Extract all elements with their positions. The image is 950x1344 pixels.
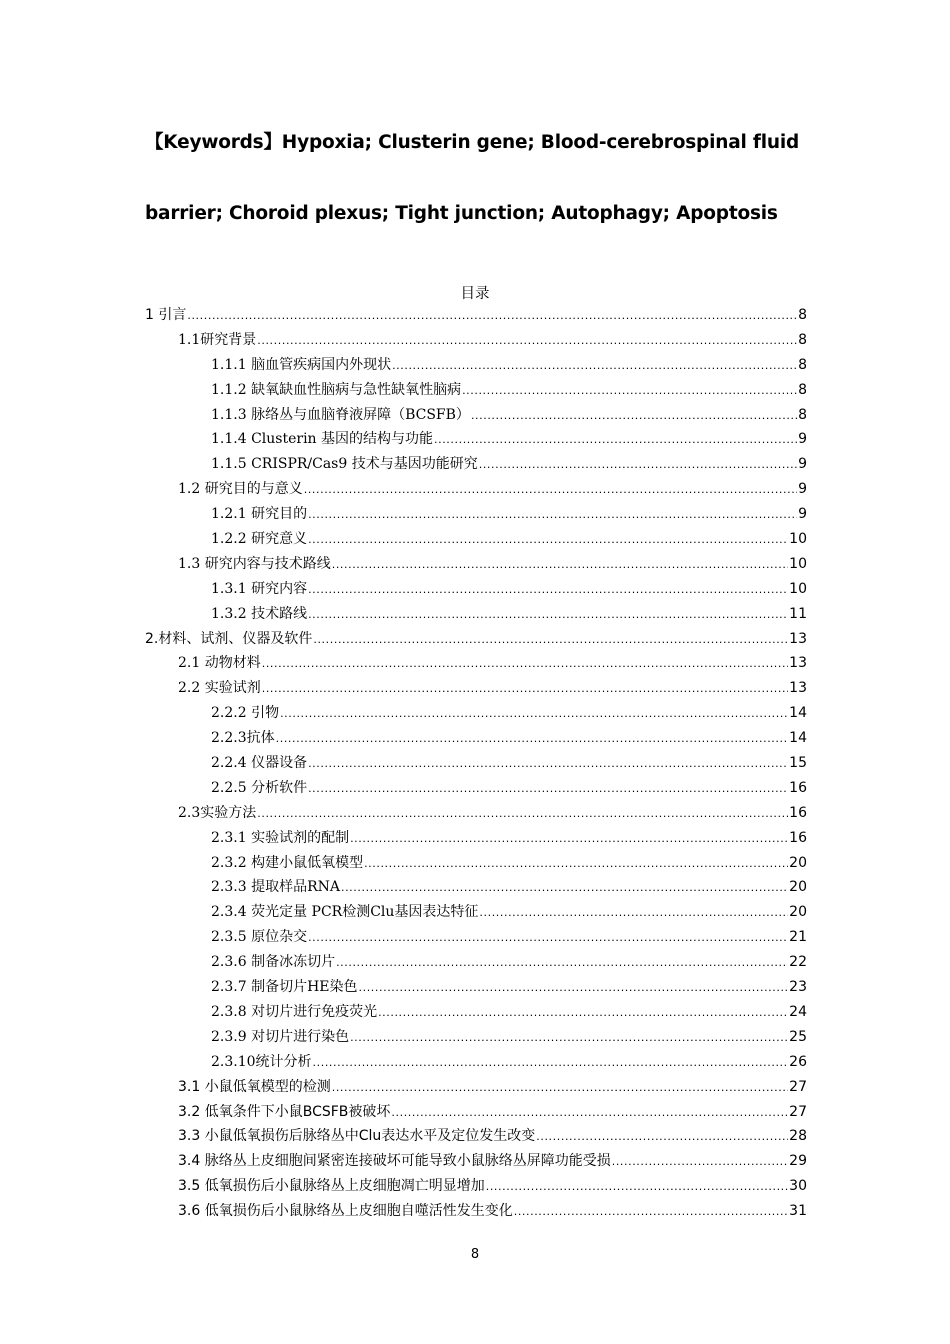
toc-entry[interactable]: 1.2.1 研究目的 ..... 9 [145, 502, 807, 527]
toc-entry[interactable]: 2.2.5 分析软件 ..... 16 [145, 776, 807, 801]
toc-entry[interactable]: 3.4 脉络丛上皮细胞间紧密连接破坏可能导致小鼠脉络丛屏障功能受损 ..... 29 [145, 1149, 807, 1174]
toc-entry[interactable]: 2.3实验方法 ..... 16 [145, 801, 807, 826]
toc-entry[interactable]: 2.3.10统计分析 ..... 26 [145, 1050, 807, 1075]
toc-entry[interactable]: 1.1.3 脉络丛与血脑脊液屏障（BCSFB） ..... 8 [145, 403, 807, 428]
toc-entry[interactable]: 2.3.2 构建小鼠低氧模型 ..... 20 [145, 851, 807, 876]
toc-entry[interactable]: 1.1.1 脑血管疾病国内外现状 ..... 8 [145, 353, 807, 378]
toc-entry[interactable]: 3.1 小鼠低氧模型的检测 ..... 27 [145, 1075, 807, 1100]
toc-entry[interactable]: 2.3.6 制备冰冻切片 ..... 22 [145, 950, 807, 975]
toc-entry[interactable]: 2.3.5 原位杂交 ..... 21 [145, 925, 807, 950]
toc-entry[interactable]: 2.2.4 仪器设备 ..... 15 [145, 751, 807, 776]
toc-entry[interactable]: 2.3.1 实验试剂的配制 ..... 16 [145, 826, 807, 851]
toc-entry[interactable]: 2.3.8 对切片进行免疫荧光 ..... 24 [145, 1000, 807, 1025]
toc-entry[interactable]: 1.1.4 Clusterin 基因的结构与功能 ..... 9 [145, 427, 807, 452]
toc-entry[interactable]: 2.2 实验试剂 ..... 13 [145, 676, 807, 701]
toc-entry[interactable]: 2.材料、试剂、仪器及软件 ..... 13 [145, 627, 807, 652]
keywords-line-2: barrier; Choroid plexus; Tight junction; Autophagy; Apoptosis [145, 203, 778, 224]
toc-entry[interactable]: 2.3.3 提取样品RNA ..... 20 [145, 875, 807, 900]
toc-entry[interactable]: 2.2.2 引物 ..... 14 [145, 701, 807, 726]
toc-entry[interactable]: 1.1研究背景 ..... 8 [145, 328, 807, 353]
keywords-line-1: 【Keywords】Hypoxia; Clusterin gene; Blood-cerebrospinal fluid [145, 132, 800, 153]
toc-title: 目录 [460, 286, 490, 302]
toc-entry[interactable]: 2.3.9 对切片进行染色 ..... 25 [145, 1025, 807, 1050]
toc-entry[interactable]: 1.1.5 CRISPR/Cas9 技术与基因功能研究 ..... 9 [145, 452, 807, 477]
toc-entry[interactable]: 3.2 低氧条件下小鼠BCSFB被破坏 ..... 27 [145, 1100, 807, 1125]
toc-entry[interactable]: 1.1.2 缺氧缺血性脑病与急性缺氧性脑病 ..... 8 [145, 378, 807, 403]
toc-entry[interactable]: 1.2 研究目的与意义 ..... 9 [145, 477, 807, 502]
toc-entry[interactable]: 1.3 研究内容与技术路线 ..... 10 [145, 552, 807, 577]
toc-entry[interactable]: 1 引言 ..... 8 [145, 303, 807, 328]
toc-entry[interactable]: 2.3.7 制备切片HE染色 ..... 23 [145, 975, 807, 1000]
page-number: 8 [470, 1247, 480, 1262]
table-of-contents [145, 303, 807, 1224]
toc-entry[interactable]: 3.6 低氧损伤后小鼠脉络丛上皮细胞自噬活性发生变化 ..... 31 [145, 1199, 807, 1224]
toc-entry[interactable]: 2.1 动物材料 ..... 13 [145, 651, 807, 676]
toc-entry[interactable]: 1.3.1 研究内容 ..... 10 [145, 577, 807, 602]
toc-entry[interactable]: 3.5 低氧损伤后小鼠脉络丛上皮细胞凋亡明显增加 ..... 30 [145, 1174, 807, 1199]
toc-entry[interactable]: 3.3 小鼠低氧损伤后脉络丛中Clu表达水平及定位发生改变 ..... 28 [145, 1124, 807, 1149]
toc-entry[interactable]: 2.2.3抗体 ..... 14 [145, 726, 807, 751]
toc-entry[interactable]: 2.3.4 荧光定量 PCR检测Clu基因表达特征 ..... 20 [145, 900, 807, 925]
toc-entry[interactable]: 1.3.2 技术路线 ..... 11 [145, 602, 807, 627]
toc-entry[interactable]: 1.2.2 研究意义 ..... 10 [145, 527, 807, 552]
